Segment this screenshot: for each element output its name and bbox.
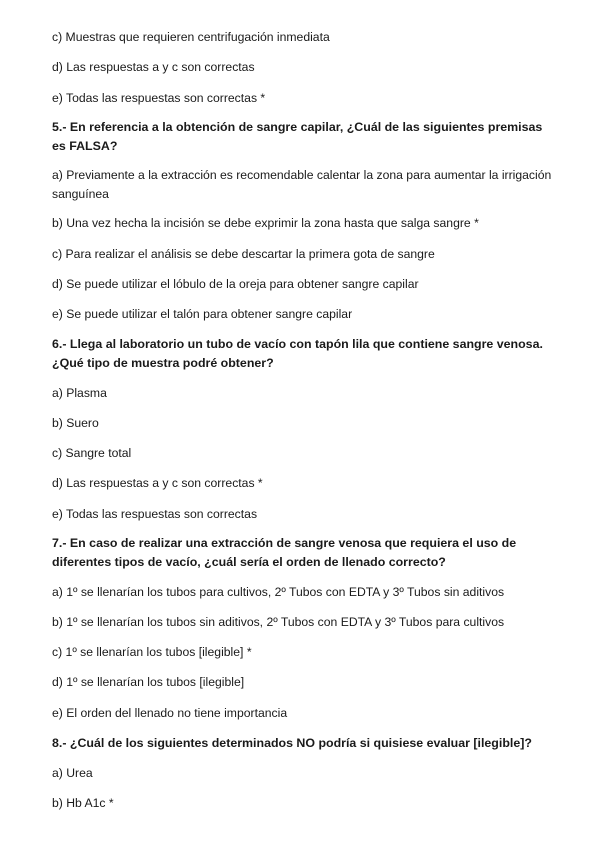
- option-d-q4: d) Las respuestas a y c son correctas: [52, 60, 255, 74]
- option-e-q5: e) Se puede utilizar el talón para obtener sangre capilar: [52, 307, 353, 321]
- option-c-q4: c) Muestras que requieren centrifugación inmediata: [52, 30, 330, 44]
- option-e-q6: e) Todas las respuestas son correctas: [52, 507, 258, 521]
- question-8: 8.- ¿Cuál de los siguientes determinados NO podría si quisiese evaluar [ilegible]?: [52, 736, 532, 750]
- option-b-q7: b) 1º se llenarían los tubos sin aditivos, 2º Tubos con EDTA y 3º Tubos para cultivos: [52, 615, 505, 629]
- option-d-q5: d) Se puede utilizar el lóbulo de la oreja para obtener sangre capilar: [52, 277, 419, 291]
- option-e-q7: e) El orden del llenado no tiene importancia: [52, 706, 288, 720]
- option-a-q8: a) Urea: [52, 766, 93, 780]
- question-6: 6.- Llega al laboratorio un tubo de vacío con tapón lila que contiene sangre venosa. ¿Qué tipo de muestra podré obtener?: [52, 337, 543, 370]
- option-c-q7: c) 1º se llenarían los tubos [ilegible] *: [52, 645, 252, 659]
- option-b-q5: b) Una vez hecha la incisión se debe exprimir la zona hasta que salga sangre *: [52, 216, 479, 230]
- option-d-q7: d) 1º se llenarían los tubos [ilegible]: [52, 675, 245, 689]
- option-d-q6: d) Las respuestas a y c son correctas *: [52, 476, 263, 490]
- question-5: 5.- En referencia a la obtención de sangre capilar, ¿Cuál de las siguientes premisas es FALSA?: [52, 120, 543, 153]
- option-b-q6: b) Suero: [52, 416, 99, 430]
- option-c-q6: c) Sangre total: [52, 446, 132, 460]
- option-e-q4: e) Todas las respuestas son correctas *: [52, 91, 266, 105]
- option-a-q6: a) Plasma: [52, 386, 107, 400]
- option-a-q5: a) Previamente a la extracción es recomendable calentar la zona para aumentar la irrigación sanguínea: [52, 168, 552, 201]
- option-c-q5: c) Para realizar el análisis se debe descartar la primera gota de sangre: [52, 247, 435, 261]
- option-a-q7: a) 1º se llenarían los tubos para cultivos, 2º Tubos con EDTA y 3º Tubos sin aditivos: [52, 585, 505, 599]
- question-7: 7.- En caso de realizar una extracción de sangre venosa que requiera el uso de diferentes tipos de vacío, ¿cuál sería el orden de llenado correcto?: [52, 536, 517, 569]
- option-b-q8: b) Hb A1c *: [52, 796, 114, 810]
